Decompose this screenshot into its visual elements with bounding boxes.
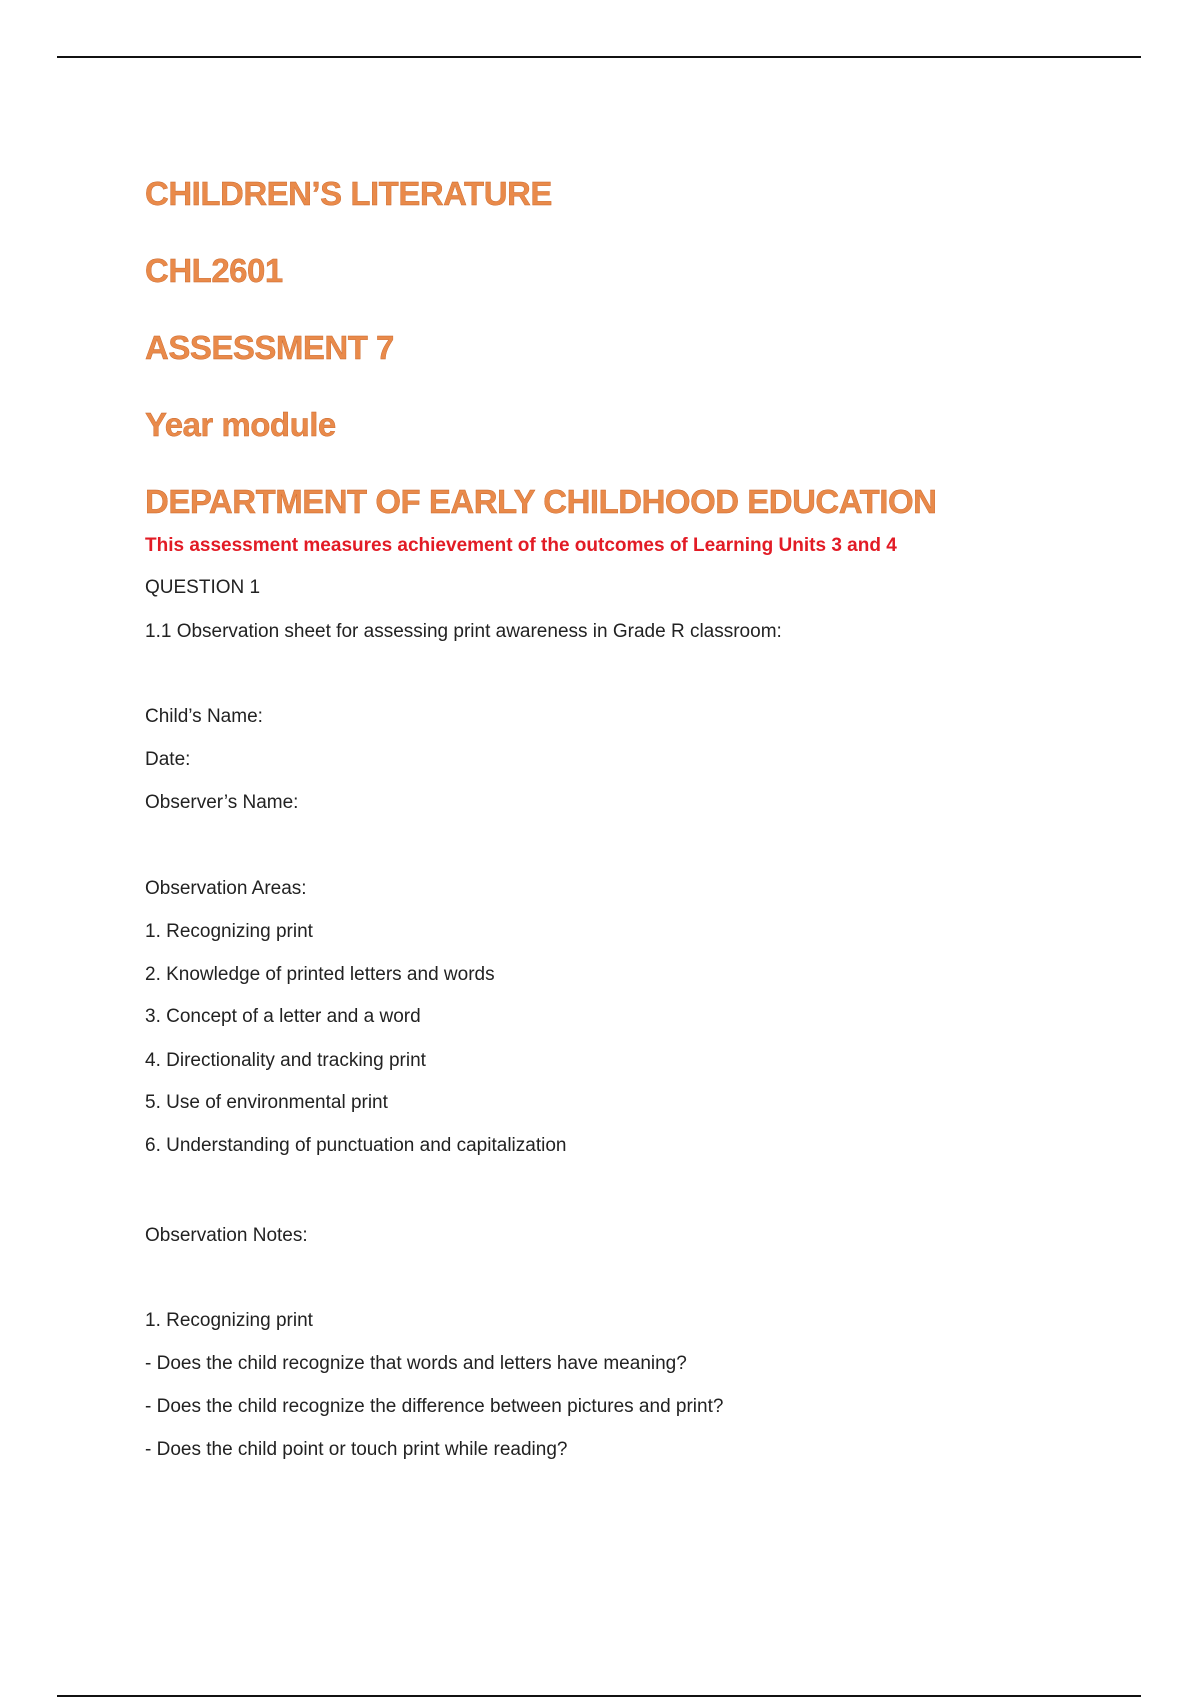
observation-area-item: 2. Knowledge of printed letters and words (145, 964, 495, 985)
observer-name-field: Observer’s Name: (145, 792, 299, 813)
assessment-number: ASSESSMENT 7 (145, 329, 394, 366)
observation-area-item: 4. Directionality and tracking print (145, 1050, 426, 1071)
question-label: QUESTION 1 (145, 577, 261, 598)
outcomes-note: This assessment measures achievement of the outcomes of Learning Units 3 and 4 (145, 535, 897, 556)
top-rule (57, 56, 1141, 58)
module-type: Year module (145, 406, 336, 443)
date-field: Date: (145, 749, 191, 770)
course-code: CHL2601 (145, 252, 283, 289)
observation-area-item: 5. Use of environmental print (145, 1092, 388, 1113)
question-subheading: 1.1 Observation sheet for assessing print awareness in Grade R classroom: (145, 621, 782, 642)
notes-section-title: 1. Recognizing print (145, 1310, 313, 1331)
notes-question: - Does the child recognize that words and letters have meaning? (145, 1353, 687, 1374)
observation-area-item: 3. Concept of a letter and a word (145, 1006, 421, 1027)
notes-question: - Does the child recognize the difference between pictures and print? (145, 1396, 724, 1417)
notes-question: - Does the child point or touch print while reading? (145, 1439, 568, 1460)
bottom-rule (57, 1695, 1141, 1697)
course-title: CHILDREN’S LITERATURE (145, 175, 552, 212)
observation-areas-heading: Observation Areas: (145, 878, 307, 899)
child-name-field: Child’s Name: (145, 706, 263, 727)
observation-area-item: 6. Understanding of punctuation and capitalization (145, 1135, 567, 1156)
department-name: DEPARTMENT OF EARLY CHILDHOOD EDUCATION (145, 483, 937, 520)
observation-notes-heading: Observation Notes: (145, 1225, 308, 1246)
observation-area-item: 1. Recognizing print (145, 921, 313, 942)
